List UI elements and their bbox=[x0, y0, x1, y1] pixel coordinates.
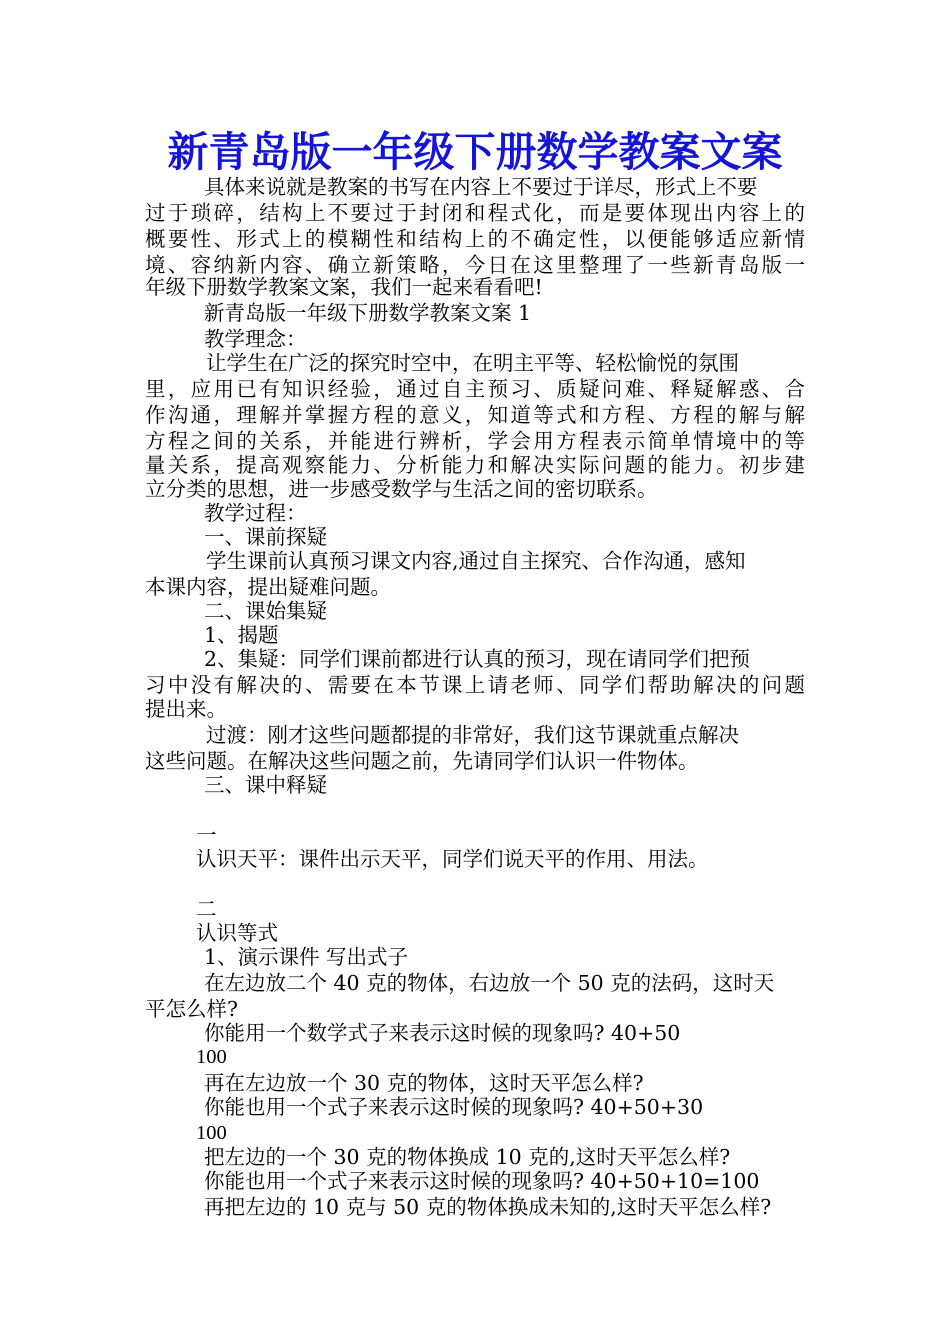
concept-line: 里，应用已有知识经验，通过自主预习、质疑问难、释疑解惑、合 bbox=[145, 377, 805, 401]
concept-line: 立分类的思想，进一步感受数学与生活之间的密切联系。 bbox=[145, 477, 658, 501]
concept-line: 量关系，提高观察能力、分析能力和解决实际问题的能力。初步建 bbox=[145, 453, 805, 477]
step2-line: 2、集疑：同学们课前都进行认真的预习，现在请同学们把预 bbox=[204, 647, 751, 671]
step1-line: 本课内容，提出疑难问题。 bbox=[145, 575, 391, 599]
process-heading: 教学过程： bbox=[204, 501, 307, 525]
part-text: 认识天平：课件出示天平，同学们说天平的作用、用法。 bbox=[196, 847, 709, 871]
concept-line: 让学生在广泛的探究时空中，在明主平等、轻松愉悦的氛围 bbox=[206, 351, 739, 375]
part-mark: 一 bbox=[196, 823, 217, 847]
question-line: 在左边放二个 40 克的物体，右边放一个 50 克的法码，这时天 bbox=[204, 971, 775, 995]
step2-heading: 二、课始集疑 bbox=[204, 599, 327, 623]
intro-line: 概要性、形式上的模糊性和结构上的不确定性，以便能够适应新情 bbox=[145, 227, 805, 251]
section-heading: 新青岛版一年级下册数学教案文案 1 bbox=[204, 301, 532, 325]
question-line: 你能也用一个式子来表示这时候的现象吗? 40+50+10=100 bbox=[204, 1169, 760, 1193]
question-line: 你能也用一个式子来表示这时候的现象吗? 40+50+30 bbox=[204, 1095, 704, 1119]
step2-line: 提出来。 bbox=[145, 697, 227, 721]
document-title: 新青岛版一年级下册数学教案文案 bbox=[167, 128, 783, 176]
intro-line: 过于琐碎，结构上不要过于封闭和程式化，而是要体现出内容上的 bbox=[145, 201, 805, 225]
concept-heading: 教学理念： bbox=[204, 327, 307, 351]
result-value: 100 bbox=[196, 1046, 227, 1068]
demo-heading: 1、演示课件 写出式子 bbox=[204, 945, 409, 969]
step1-heading: 一、课前探疑 bbox=[204, 525, 327, 549]
step2-item: 1、揭题 bbox=[204, 623, 279, 647]
part-mark: 二 bbox=[196, 897, 217, 921]
step2-line: 习中没有解决的、需要在本节课上请老师、同学们帮助解决的问题 bbox=[145, 673, 805, 697]
question-line: 你能用一个数学式子来表示这时候的现象吗? 40+50 bbox=[204, 1021, 681, 1045]
concept-line: 方程之间的关系，并能进行辨析，学会用方程表示简单情境中的等 bbox=[145, 429, 805, 453]
question-line: 再在左边放一个 30 克的物体，这时天平怎么样? bbox=[204, 1071, 644, 1095]
step1-line: 学生课前认真预习课文内容,通过自主探究、合作沟通，感知 bbox=[206, 549, 746, 573]
part-text: 认识等式 bbox=[196, 921, 278, 945]
concept-line: 作沟通，理解并掌握方程的意义，知道等式和方程、方程的解与解 bbox=[145, 403, 805, 427]
intro-line: 境、容纳新内容、确立新策略，今日在这里整理了一些新青岛版一 bbox=[145, 253, 805, 277]
intro-line: 年级下册数学教案文案，我们一起来看看吧! bbox=[145, 275, 543, 299]
transition-line: 这些问题。在解决这些问题之前，先请同学们认识一件物体。 bbox=[145, 749, 699, 773]
question-line: 平怎么样? bbox=[145, 997, 238, 1021]
result-value: 100 bbox=[196, 1122, 227, 1144]
step3-heading: 三、课中释疑 bbox=[204, 773, 327, 797]
intro-line: 具体来说就是教案的书写在内容上不要过于详尽，形式上不要 bbox=[204, 175, 758, 199]
question-line: 再把左边的 10 克与 50 克的物体换成未知的,这时天平怎么样? bbox=[204, 1195, 772, 1219]
transition-line: 过渡：刚才这些问题都提的非常好，我们这节课就重点解决 bbox=[206, 723, 739, 747]
question-line: 把左边的一个 30 克的物体换成 10 克的,这时天平怎么样? bbox=[204, 1145, 731, 1169]
